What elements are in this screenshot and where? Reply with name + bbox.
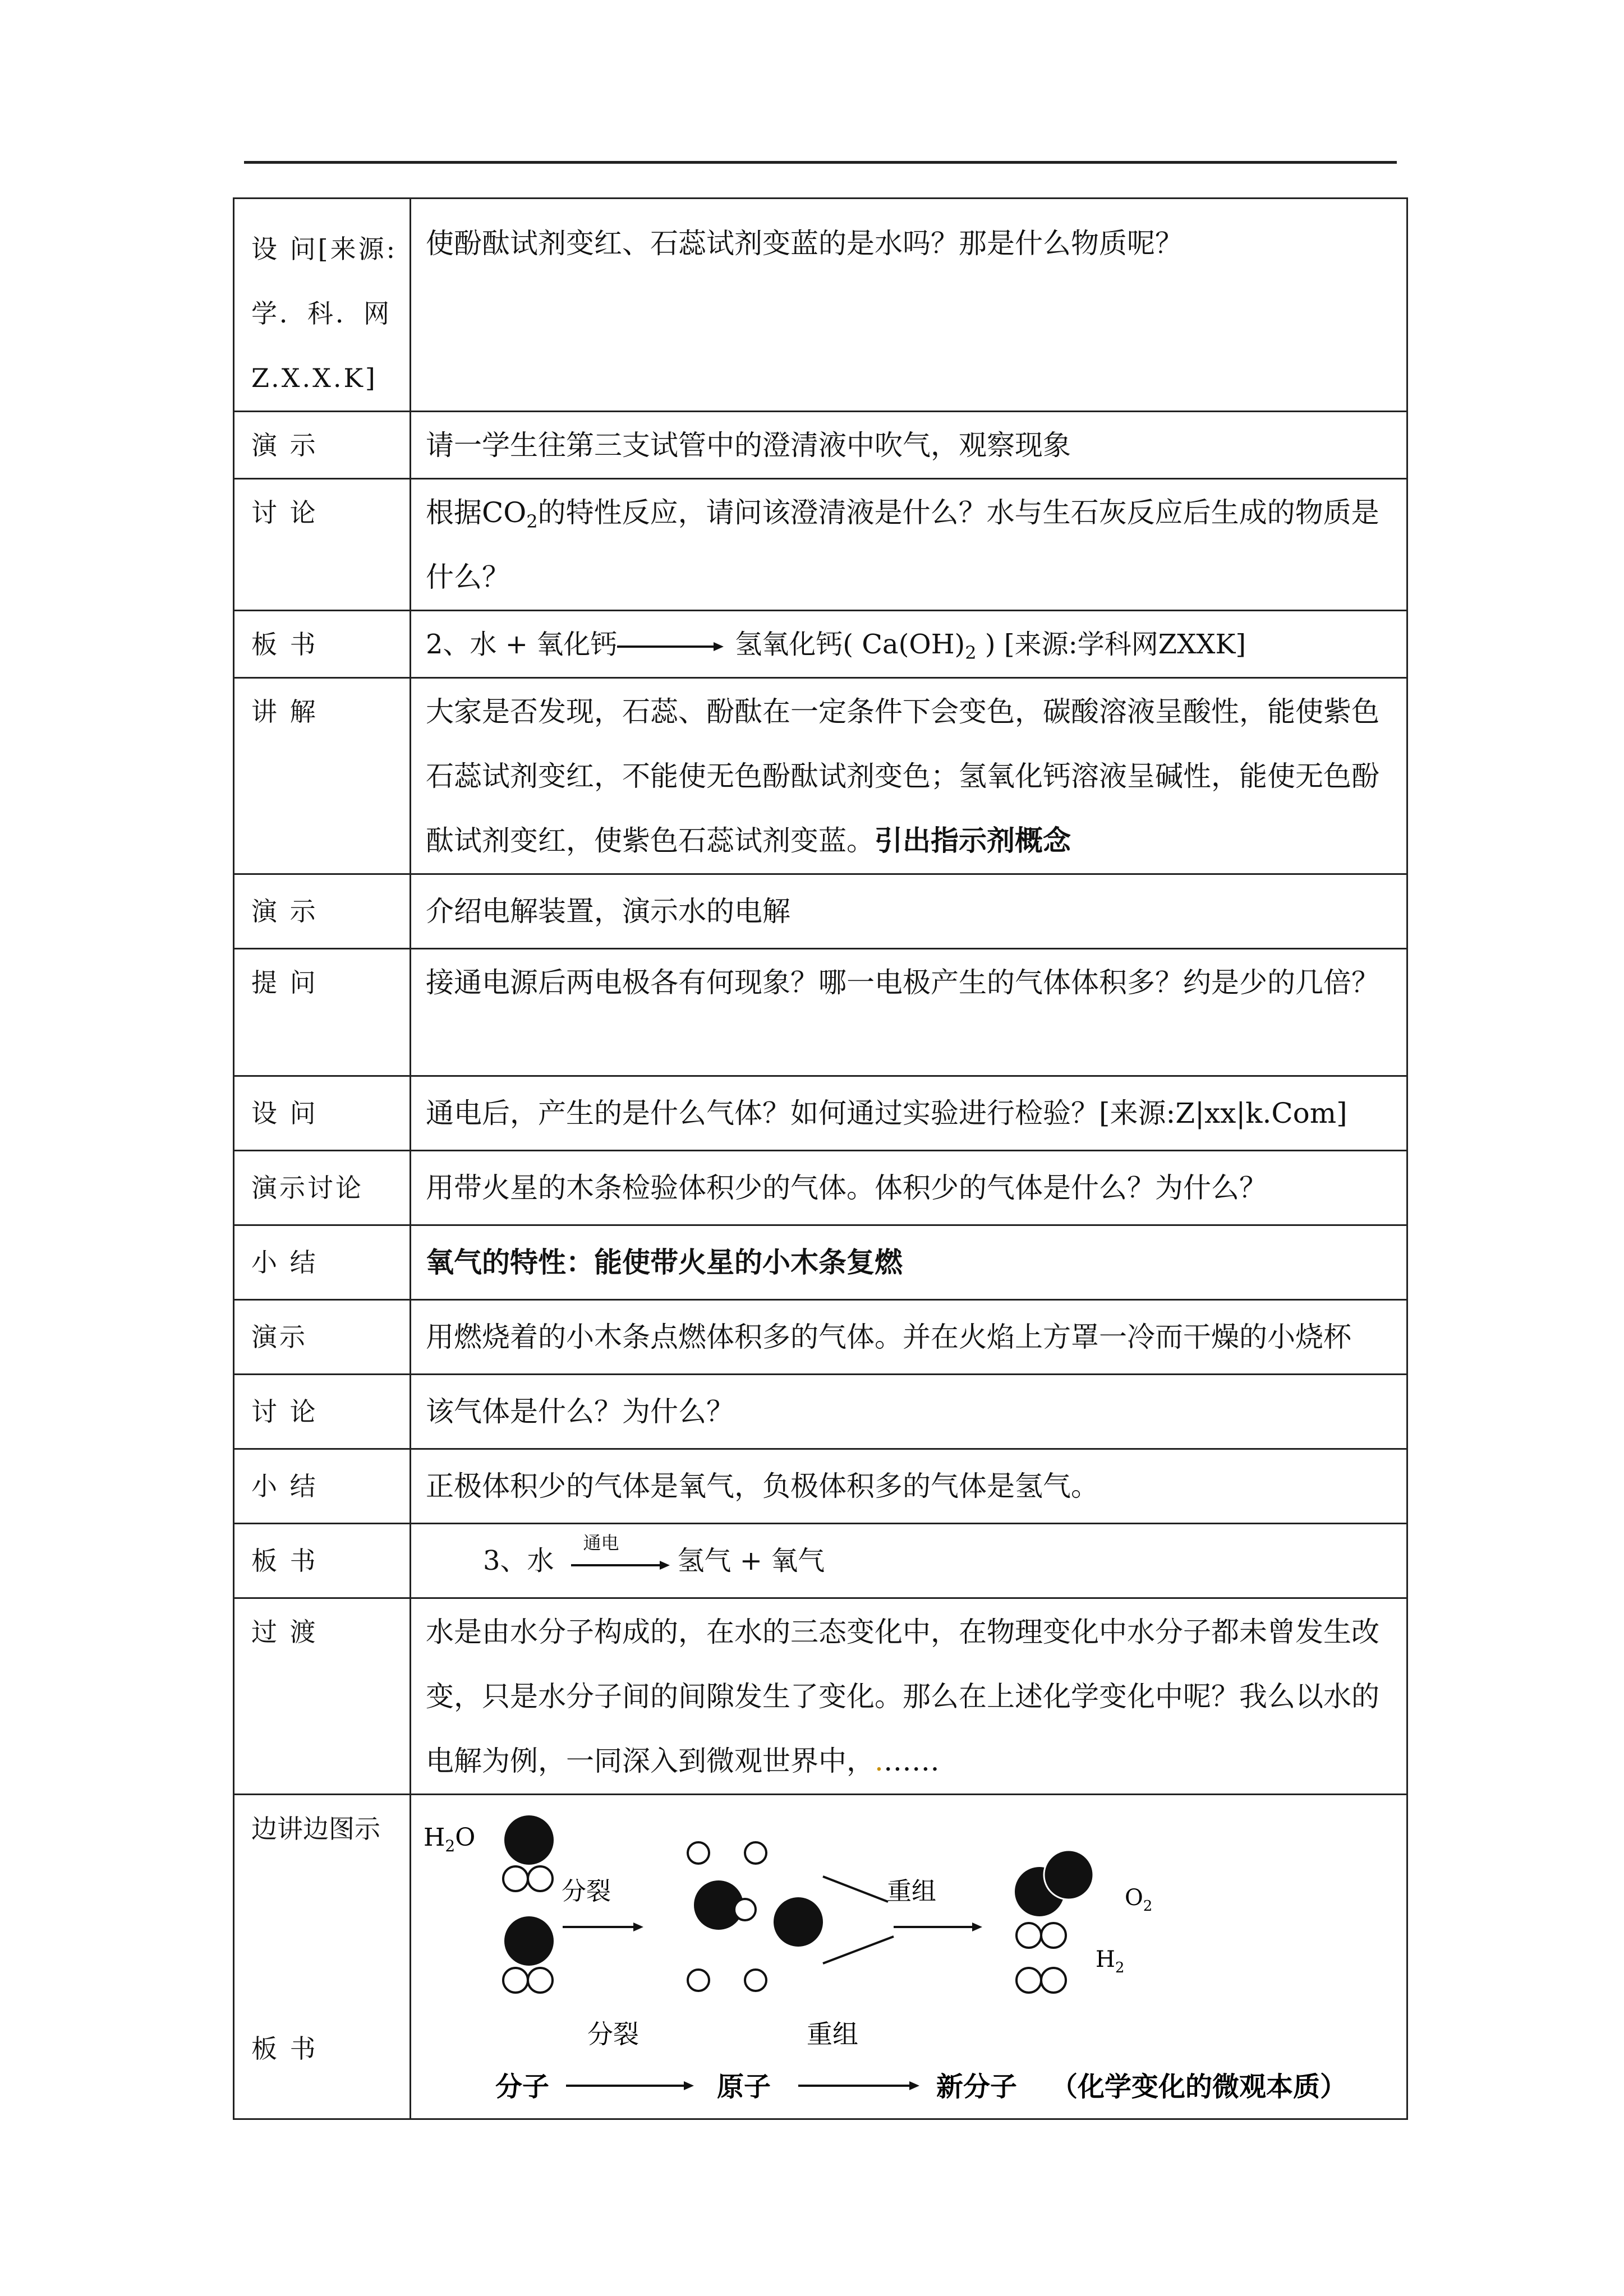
- row-label: 演示: [251, 1322, 307, 1352]
- diagram-label-cell: [234, 1795, 410, 2118]
- row-label: 演 示: [251, 896, 318, 926]
- text-run: 水是由水分子构成的，在水的三态变化中，在物理变化中水分子都未曾发生改变，只是水分子间的间隙发生了变化。那么在上述化学变化中呢？我么以水的电解为例，一同深入到微观世界中，: [426, 1616, 1379, 1777]
- regroup-arrow-icon: [894, 1922, 982, 1931]
- water-molecule: [503, 1815, 554, 1891]
- row-content: 请一学生往第三支试管中的澄清液中吹气，观察现象: [426, 429, 1071, 462]
- row-content: 正极体积少的气体是氧气，负极体积多的气体是氢气。: [426, 1470, 1099, 1502]
- reactants: 2、水 + 氧化钙: [426, 629, 618, 660]
- row-label: 设 问[来源:学．科．网Z.X.X.K]: [251, 234, 398, 393]
- row-label: 边讲边图示: [251, 1814, 380, 1844]
- text-run: 根据CO: [426, 496, 527, 529]
- table-row: [234, 412, 1407, 479]
- row-label: 板 书: [251, 2034, 318, 2064]
- oxygen-atom: [504, 1815, 554, 1865]
- table-row: [234, 611, 1407, 678]
- dot-mark: .: [875, 1745, 884, 1777]
- h2-label: $H_2$: [1096, 1947, 1125, 1976]
- summary-note: （化学变化的微观本质）: [1051, 2071, 1347, 2103]
- summary-arrow-icon: [798, 2081, 919, 2090]
- hydrogen-atom: [688, 1842, 709, 1864]
- page-header-rule: [244, 161, 1397, 164]
- water-molecule: [503, 1916, 554, 1993]
- hydrogen-atom: [503, 1866, 528, 1891]
- summary-regroup-label: 重组: [807, 2019, 858, 2049]
- row-content: 用燃烧着的小木条点燃体积多的气体。并在火焰上方罩一冷而干燥的小烧杯: [426, 1321, 1351, 1353]
- reaction-condition: 通电: [583, 1532, 619, 1553]
- lesson-table: [233, 197, 1408, 2120]
- row-content: 接通电源后两电极各有何现象？哪一电极产生的气体体积多？约是少的几倍？: [426, 966, 1379, 999]
- table-row: [234, 1449, 1407, 1524]
- oxygen-atom: [504, 1916, 554, 1966]
- emphasis-text: 引出指示剂概念: [875, 824, 1071, 857]
- molecule-diagram-svg: [411, 1795, 1410, 2118]
- reaction-arrow-icon: [571, 1546, 670, 1580]
- row-content: [411, 1599, 1406, 1794]
- table-row: [234, 1598, 1407, 1795]
- regroup-label: 重组: [887, 1877, 936, 1906]
- products: 氢气 + 氧气: [677, 1545, 825, 1576]
- row-label: 讲 解: [251, 697, 318, 727]
- hydrogen-molecule: [1016, 1923, 1066, 1948]
- subscript: 2: [965, 642, 977, 663]
- hydrogen-atom: [528, 1866, 553, 1891]
- oxygen-molecule: [1015, 1850, 1093, 1916]
- row-content: 该气体是什么？为什么？: [426, 1395, 734, 1428]
- hydrogen-atom: [734, 1899, 756, 1920]
- row-label: 演示讨论: [251, 1173, 364, 1203]
- row-label: 提 问: [251, 967, 318, 998]
- hydrogen-atom: [688, 1970, 709, 1991]
- summary-arrow-icon: [566, 2081, 694, 2090]
- row-label: 设 问: [251, 1098, 318, 1128]
- row-content: 通电后，产生的是什么气体？如何通过实验进行检验？[来源:Z|xx|k.Com]: [426, 1097, 1347, 1129]
- row-label: 讨 论: [251, 1396, 318, 1427]
- table-row: [234, 1076, 1407, 1151]
- reaction-arrow-icon: [617, 635, 724, 658]
- hydrogen-atom: [745, 1842, 766, 1864]
- hydrogen-atom: [1041, 1968, 1066, 1993]
- table-row: [234, 1524, 1407, 1598]
- row-label: 板 书: [251, 1546, 318, 1576]
- text-run: 的特性反应，请问该澄清液是什么？水与生石灰反应后生成的物质是什么？: [426, 496, 1379, 593]
- table-row: [234, 1375, 1407, 1449]
- row-content: 介绍电解装置，演示水的电解: [426, 895, 790, 928]
- formula: Ca(OH): [853, 629, 965, 660]
- table-row: [234, 949, 1407, 1076]
- electrolysis-micro-diagram: [411, 1795, 1406, 2118]
- row-content: 使酚酞试剂变红、石蕊试剂变蓝的是水吗？那是什么物质呢？: [426, 227, 1183, 260]
- reaction-arrow: [571, 1532, 670, 1580]
- oxygen-atom: [1044, 1850, 1093, 1899]
- source-note: ) [来源:学科网ZXXK]: [976, 629, 1246, 660]
- hydrogen-atom: [1016, 1968, 1041, 1993]
- hydrogen-atom: [528, 1968, 553, 1993]
- table-row: [234, 1795, 1407, 2119]
- table-row: [234, 479, 1407, 611]
- product: 氢氧化钙(: [735, 629, 854, 660]
- equation-2: [411, 611, 1406, 677]
- row-label: 过 渡: [251, 1617, 318, 1647]
- table-row: [234, 874, 1407, 949]
- regroup-line: [823, 1937, 894, 1963]
- split-arrow-icon: [563, 1922, 643, 1931]
- row-label: 小 结: [251, 1247, 318, 1278]
- equation-3: [411, 1524, 1406, 1593]
- hydrogen-atom: [503, 1968, 528, 1993]
- o2-label: $O_2$: [1125, 1885, 1153, 1915]
- split-label: 分裂: [562, 1877, 611, 1906]
- row-content: 氧气的特性：能使带火星的小木条复燃: [426, 1246, 903, 1279]
- table-row: [234, 1151, 1407, 1225]
- row-content: 用带火星的木条检验体积少的气体。体积少的气体是什么？为什么？: [426, 1172, 1267, 1204]
- row-content: [411, 480, 1406, 610]
- hydrogen-atom: [745, 1970, 766, 1991]
- h2o-label: $H_2O$: [424, 1823, 476, 1855]
- hydrogen-molecule: [1016, 1968, 1066, 1993]
- row-label: 板 书: [251, 629, 318, 660]
- hydrogen-atom: [1016, 1923, 1041, 1948]
- row-label: 小 结: [251, 1471, 318, 1501]
- table-row: [234, 678, 1407, 874]
- hydrogen-atom: [1041, 1923, 1066, 1948]
- row-label: 讨 论: [251, 497, 318, 528]
- table-row: [234, 1300, 1407, 1375]
- summary-atom: 原子: [717, 2071, 771, 2103]
- row-label: 演 示: [251, 430, 318, 460]
- reactant: 3、水: [483, 1545, 554, 1576]
- regroup-line: [823, 1877, 888, 1902]
- summary-new-molecule: 新分子: [936, 2071, 1018, 2103]
- summary-split-label: 分裂: [587, 2019, 639, 2049]
- row-content: [411, 679, 1406, 873]
- oxygen-atom: [774, 1897, 823, 1947]
- ellipsis: ……: [883, 1745, 940, 1777]
- summary-molecule: 分子: [495, 2071, 550, 2103]
- table-row: [234, 1225, 1407, 1300]
- table-row: [234, 199, 1407, 412]
- text-run: 大家是否发现，石蕊、酚酞在一定条件下会变色，碳酸溶液呈酸性，能使紫色石蕊试剂变红，不能使无色酚酞试剂变色；氢氧化钙溶液呈碱性，能使无色酚酞试剂变红，使紫色石蕊试剂变蓝。: [426, 695, 1379, 857]
- subscript: 2: [526, 511, 538, 532]
